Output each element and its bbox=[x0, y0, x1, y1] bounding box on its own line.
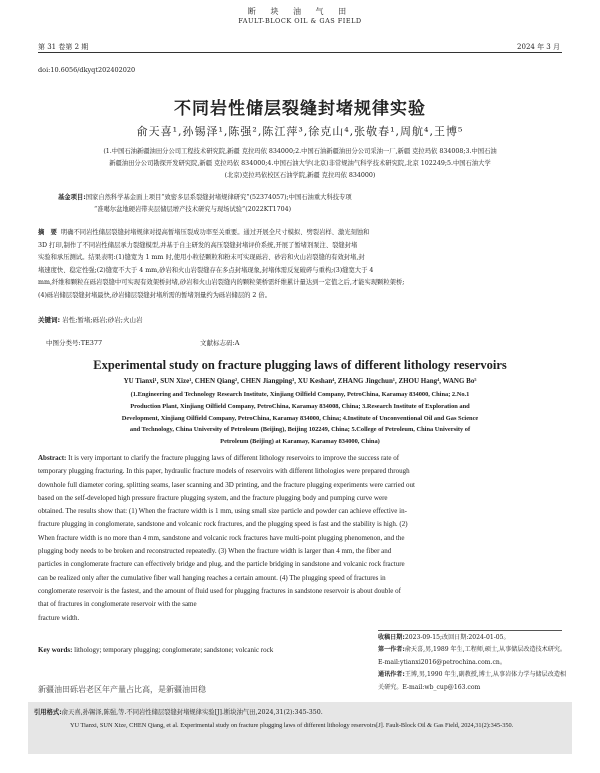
abstract-cn-label: 摘 要 bbox=[38, 229, 57, 236]
citation-en: YU Tianxi, SUN Xize, CHEN Qiang, et al. Experimental study on fracture plugging laws of different lithology reservoirs[J]. Fault-Block Oil & Gas Field, 2024,31(2):345-350. bbox=[70, 722, 514, 729]
abstract-cn bbox=[38, 227, 562, 302]
received-label: 收稿日期: bbox=[378, 634, 405, 641]
clc-number: 中图分类号:TE377 bbox=[46, 339, 103, 347]
abstract-cn-line: 堵速度快、稳定性强;(2)缝宽不大于 4 mm,砂岩和火山岩裂缝存在多点封堵现象,封堵体需反复破碎与重构;(3)缝宽大于 4 bbox=[38, 266, 374, 274]
header-divider bbox=[38, 52, 562, 53]
volume-issue: 第 31 卷第 2 期 bbox=[38, 43, 89, 51]
affiliation-line: (北京)克拉玛依校区石油学院,新疆 克拉玛依 834000) bbox=[224, 172, 376, 179]
funding-line: “准噶尔盆地硬岩带夹层储层增产技术研究与现场试验”(2022KT1704) bbox=[94, 206, 292, 213]
title-cn: 不同岩性储层裂缝封堵规律实验 bbox=[174, 99, 426, 119]
journal-name-cn: 断 块 油 气 田 bbox=[247, 7, 353, 16]
keywords-cn-label: 关键词: bbox=[38, 316, 61, 324]
funding-line: 国家自然科学基金面上项目“致密多层系裂缝封堵规律研究”(52374057);中国石油重大科技专项 bbox=[85, 194, 352, 201]
affiliation-en-line: Petroleum (Beijing) at Karamay, Karamay 834000, China) bbox=[220, 438, 380, 446]
abstract-en-label: Abstract: bbox=[38, 454, 67, 462]
affiliations-cn bbox=[44, 146, 556, 182]
abstract-en-line: downhole full diameter coring, splitting seams, laser scanning and 3D printing, and the fracture plugging experiments were carried out bbox=[38, 480, 415, 489]
abstract-en-line: temporary plugging fracturing. In this paper, hydraulic fracture models of reservoirs with different lithologies were prepared through bbox=[38, 467, 410, 476]
notes-divider bbox=[378, 630, 562, 631]
journal-name-en: FAULT-BLOCK OIL & GAS FIELD bbox=[238, 17, 362, 25]
affiliation-en-line: Production Plant, Xinjiang Oilfield Company, PetroChina, Karamay 834008, China; 3.Research Institute of Exploration and bbox=[130, 402, 470, 410]
abstract-en-line: based on the self-developed high pressure fracture plugging system, and the fracture plugging body and pumping curve were bbox=[38, 493, 388, 502]
affiliation-en-line: Development, Xinjiang Oilfield Company, PetroChina, Karamay 834000, China; 4.Institute of Unconventional Oil and Gas Science bbox=[121, 414, 479, 422]
keywords-en-text: lithology; temporary plugging; conglomerate; sandstone; volcanic rock bbox=[74, 646, 274, 654]
abstract-en-line: When fracture width is no more than 4 mm, sandstone and volcanic rock fractures have multi-point plugging phenomenon, and the bbox=[38, 533, 405, 542]
first-author-label: 第一作者: bbox=[378, 646, 405, 654]
title-en: Experimental study on fracture plugging laws of different lithology reservoirs bbox=[93, 358, 507, 372]
funding-cn bbox=[58, 192, 556, 216]
affiliation-en-line: and Technology, China University of Petroleum (Beijing), Beijing 102249, China; 5.College of Petroleum, China University of bbox=[129, 426, 471, 434]
affiliation-line: 新疆油田分公司勘探开发研究院,新疆 克拉玛依 834000;4.中国石油大学(北京)非常规油气科学技术研究院,北京 102249;5.中国石油大学 bbox=[109, 160, 491, 167]
corresponding-author-info: 王博,男,1990 年生,副教授,博士,从事岩体力学与储层改造相关研究。E-mail:wb_cup@163.com bbox=[378, 671, 567, 691]
affiliations-en bbox=[46, 389, 554, 448]
abstract-en-line: fracture width. bbox=[38, 613, 80, 622]
article-notes bbox=[378, 632, 568, 694]
abstract-cn-line: 3D 打印,制作了不同岩性储层承力裂缝模型,并基于自主研发的高压裂缝封堵评价系统,开展了暂堵剂泵注、裂缝封堵 bbox=[38, 241, 358, 249]
document-code: 文献标志码:A bbox=[200, 339, 240, 347]
abstract-en-line: plugging body needs to be broken and reconstructed repeatedly. (3) When the fracture width is larger than 4 mm, the fiber and bbox=[38, 547, 392, 556]
keywords-cn-text: 岩性;暂堵;砾岩;砂岩;火山岩 bbox=[62, 316, 143, 324]
received-dates: 2023-09-15;改回日期:2024-01-05。 bbox=[404, 634, 510, 641]
affiliation-en-line: (1.Engineering and Technology Research Institute, Xinjiang Oilfield Company, PetroChina, Karamay 834000, China; 2.No.1 bbox=[130, 391, 470, 398]
body-text-start: 新疆油田砾岩老区年产量占比高，是新疆油田稳 bbox=[38, 685, 206, 694]
abstract-en-line: conglomerate reservoir is the fastest, and the amount of fluid used for plugging fractures in sandstone reservoir is about double of bbox=[38, 586, 401, 595]
keywords-en-label: Key words: bbox=[38, 646, 73, 654]
abstract-cn-line: (4)砾岩储层裂缝封堵最快,砂岩储层裂缝封堵所需的暂堵剂量约为砾岩储层的 2 倍。 bbox=[38, 291, 272, 299]
abstract-cn-line: 明确不同岩性储层裂缝封堵规律对提高暂堵压裂成功率至关重要。通过开展全尺寸模拟、劈裂岩样、激光刻蚀和 bbox=[60, 229, 370, 236]
abstract-cn-line: mm,纤维和颗粒在砾岩裂缝中可实现有效架桥封堵,砂岩和火山岩裂缝内的颗粒架桥需纤维累计量达到一定值之后,才能实现颗粒架桥; bbox=[38, 279, 405, 286]
funding-label: 基金项目: bbox=[58, 194, 86, 201]
authors-cn: 俞天喜¹,孙锡泽¹,陈强²,陈江萍³,徐克山⁴,张敬春¹,周航⁴,王博⁵ bbox=[136, 125, 464, 138]
first-author-info: 俞天喜,男,1989 年生,工程师,硕士,从事储层改造技术研究。E-mail:ytianxi2016@petrochina.com.cn。 bbox=[378, 646, 567, 666]
abstract-en-line: fracture plugging in conglomerate, sandstone and volcanic rock fractures, and the plugging speed is fast and the stability is high. (2) bbox=[38, 520, 408, 529]
abstract-en bbox=[38, 452, 562, 625]
corresponding-author-label: 通讯作者: bbox=[378, 671, 405, 679]
citation-label: 引用格式: bbox=[34, 709, 62, 716]
abstract-en-line: obtained. The results show that: (1) When the fracture width is 1 mm, using small size particle and powder can achieve effective in- bbox=[38, 507, 407, 516]
citation-cn: 俞天喜,孙锡泽,陈强,等.不同岩性储层裂缝封堵规律实验[J].断块油气田,2024,31(2):345-350. bbox=[61, 709, 323, 716]
abstract-en-line: particles in conglomerate fracture can effectively bridge and plug, and the particle bridging in sandstone and volcanic rock fracture bbox=[38, 560, 405, 569]
keywords-en bbox=[38, 644, 368, 657]
affiliation-line: (1.中国石油新疆油田分公司工程技术研究院,新疆 克拉玛依 834000;2.中国石油新疆油田分公司采油一厂,新疆 克拉玛依 834008;3.中国石油 bbox=[103, 148, 497, 155]
citation-box bbox=[28, 702, 572, 754]
doi: doi:10.6056/dkyqt202402020 bbox=[38, 66, 136, 74]
abstract-en-line: It is very important to clarify the fracture plugging laws of different lithology reservoirs to improve the success rate of bbox=[68, 454, 400, 462]
abstract-en-line: can be realized only after the cumulative fiber wall hanging reaches a certain amount. (4) The plugging speed of fractures in bbox=[38, 573, 386, 582]
abstract-en-line: that of fractures in conglomerate reservoir with the same bbox=[38, 600, 197, 609]
abstract-cn-line: 实验和承压测试。结果表明:(1)缝宽为 1 mm 时,使用小粒径颗粒和粉末可实现砾岩、砂岩和火山岩裂缝的有效封堵,封 bbox=[38, 254, 365, 261]
publication-date: 2024 年 3 月 bbox=[517, 43, 560, 51]
keywords-cn bbox=[38, 315, 562, 324]
authors-en: YU Tianxi¹, SUN Xize¹, CHEN Qiang², CHEN Jiangping³, XU Keshan⁴, ZHANG Jingchun¹, ZHOU Hang⁴, WANG Bo⁵ bbox=[123, 377, 477, 385]
